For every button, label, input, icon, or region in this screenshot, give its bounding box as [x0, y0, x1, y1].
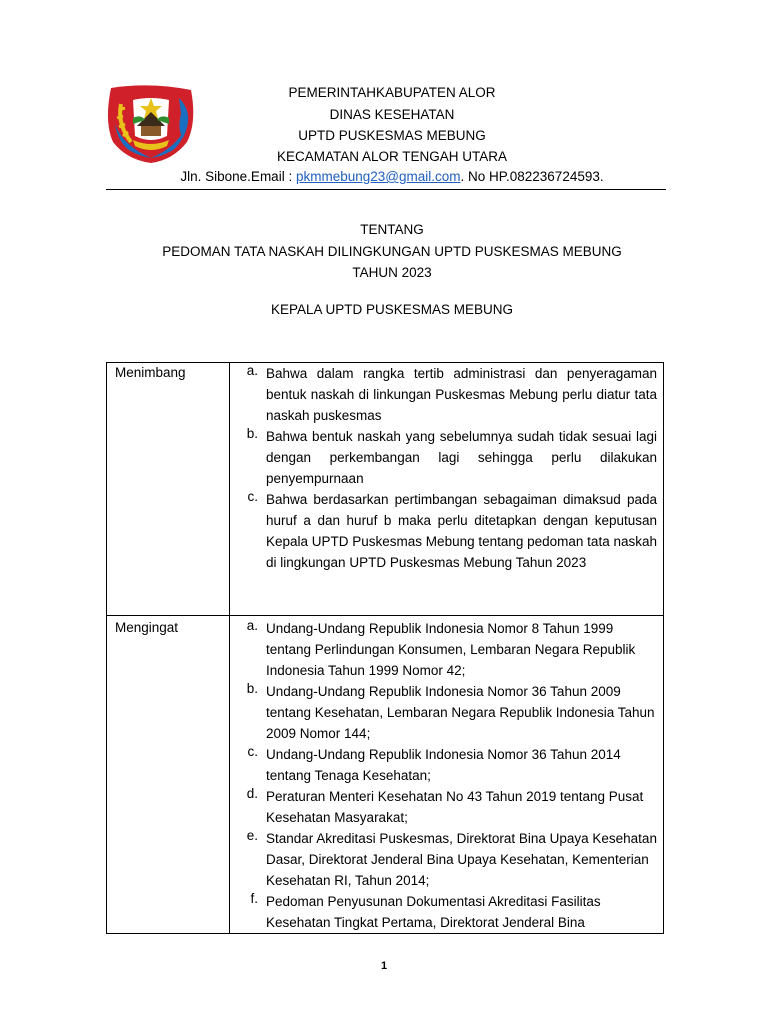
mengingat-content	[230, 616, 664, 934]
email-link[interactable]: pkmmebung23@gmail.com	[295, 169, 461, 184]
address-suffix: . No HP.082236724593.	[460, 169, 604, 184]
item-letter: c.	[247, 744, 258, 759]
header-department: DINAS KESEHATAN	[329, 107, 455, 122]
header-address	[120, 168, 664, 186]
list-item	[230, 891, 657, 933]
list-item	[230, 489, 657, 573]
table-row-mengingat	[107, 616, 664, 934]
item-letter: a.	[246, 363, 258, 378]
list-item	[230, 618, 657, 681]
menimbang-content	[230, 363, 664, 616]
list-item	[230, 828, 657, 891]
item-letter: f.	[250, 891, 258, 906]
header-unit: UPTD PUSKESMAS MEBUNG	[298, 128, 486, 143]
item-text: Undang-Undang Republik Indonesia Nomor 36 Tahun 2014 tentang Tenaga Kesehatan;	[266, 747, 621, 783]
row-label-mengingat: Mengingat	[107, 616, 230, 934]
page-number: 1	[380, 960, 388, 972]
item-text: Pedoman Penyusunan Dokumentasi Akreditasi Fasilitas Kesehatan Tingkat Pertama, Direktorat Jenderal Bina	[266, 894, 601, 930]
item-text: Undang-Undang Republik Indonesia Nomor 36 Tahun 2009 tentang Kesehatan, Lembaran Negara Republik Indonesia Tahun 2009 Nomor 144;	[266, 684, 655, 741]
header-divider	[106, 189, 666, 190]
item-letter: e.	[246, 828, 258, 843]
item-text: Bahwa berdasarkan pertimbangan sebagaiman dimaksud pada huruf a dan huruf b maka perlu ditetapkan dengan keputusan Kepala UPTD Puskesmas Mebung tentang pedoman tata naskah di lingkungan UPTD Puskesmas Mebung Tahun 2023	[266, 492, 657, 570]
item-text: Bahwa dalam rangka tertib administrasi dan penyeragaman bentuk naskah di linkungan Puskesmas Mebung perlu diatur tata naskah puskesmas	[266, 366, 657, 423]
list-item	[230, 786, 657, 828]
item-text: Undang-Undang Republik Indonesia Nomor 8 Tahun 1999 tentang Perlindungan Konsumen, Lembaran Negara Republik Indonesia Tahun 1999 Nomor 42;	[266, 621, 636, 678]
list-item	[230, 681, 657, 744]
item-letter: c.	[247, 489, 258, 504]
table-row-menimbang	[107, 363, 664, 616]
item-letter: b.	[246, 426, 258, 441]
item-text: Standar Akreditasi Puskesmas, Direktorat Bina Upaya Kesehatan Dasar, Direktorat Jenderal Bina Upaya Kesehatan, Kementerian Kesehatan RI, Tahun 2014;	[266, 831, 657, 888]
considerations-table	[106, 362, 664, 934]
header-district: KECAMATAN ALOR TENGAH UTARA	[276, 149, 508, 164]
item-text: Bahwa bentuk naskah yang sebelumnya sudah tidak sesuai lagi dengan perkembangan lagi sehingga perlu dilakukan penyempurnaan	[266, 429, 657, 486]
item-letter: b.	[246, 681, 258, 696]
address-prefix: Jln. Sibone.Email :	[180, 169, 296, 184]
row-label-menimbang: Menimbang	[107, 363, 230, 616]
item-letter: d.	[246, 786, 258, 801]
list-item	[230, 363, 657, 426]
item-text: Peraturan Menteri Kesehatan No 43 Tahun 2019 tentang Pusat Kesehatan Masyarakat;	[266, 789, 644, 825]
list-item	[230, 744, 657, 786]
title-signatory: KEPALA UPTD PUSKESMAS MEBUNG	[270, 302, 514, 317]
list-item	[230, 426, 657, 489]
title-year: TAHUN 2023	[352, 265, 432, 280]
item-letter: a.	[246, 618, 258, 633]
header-government: PEMERINTAHKABUPATEN ALOR	[288, 85, 496, 100]
title-pedoman: PEDOMAN TATA NASKAH DILINGKUNGAN UPTD PUSKESMAS MEBUNG	[162, 244, 622, 259]
title-tentang: TENTANG	[360, 222, 424, 237]
